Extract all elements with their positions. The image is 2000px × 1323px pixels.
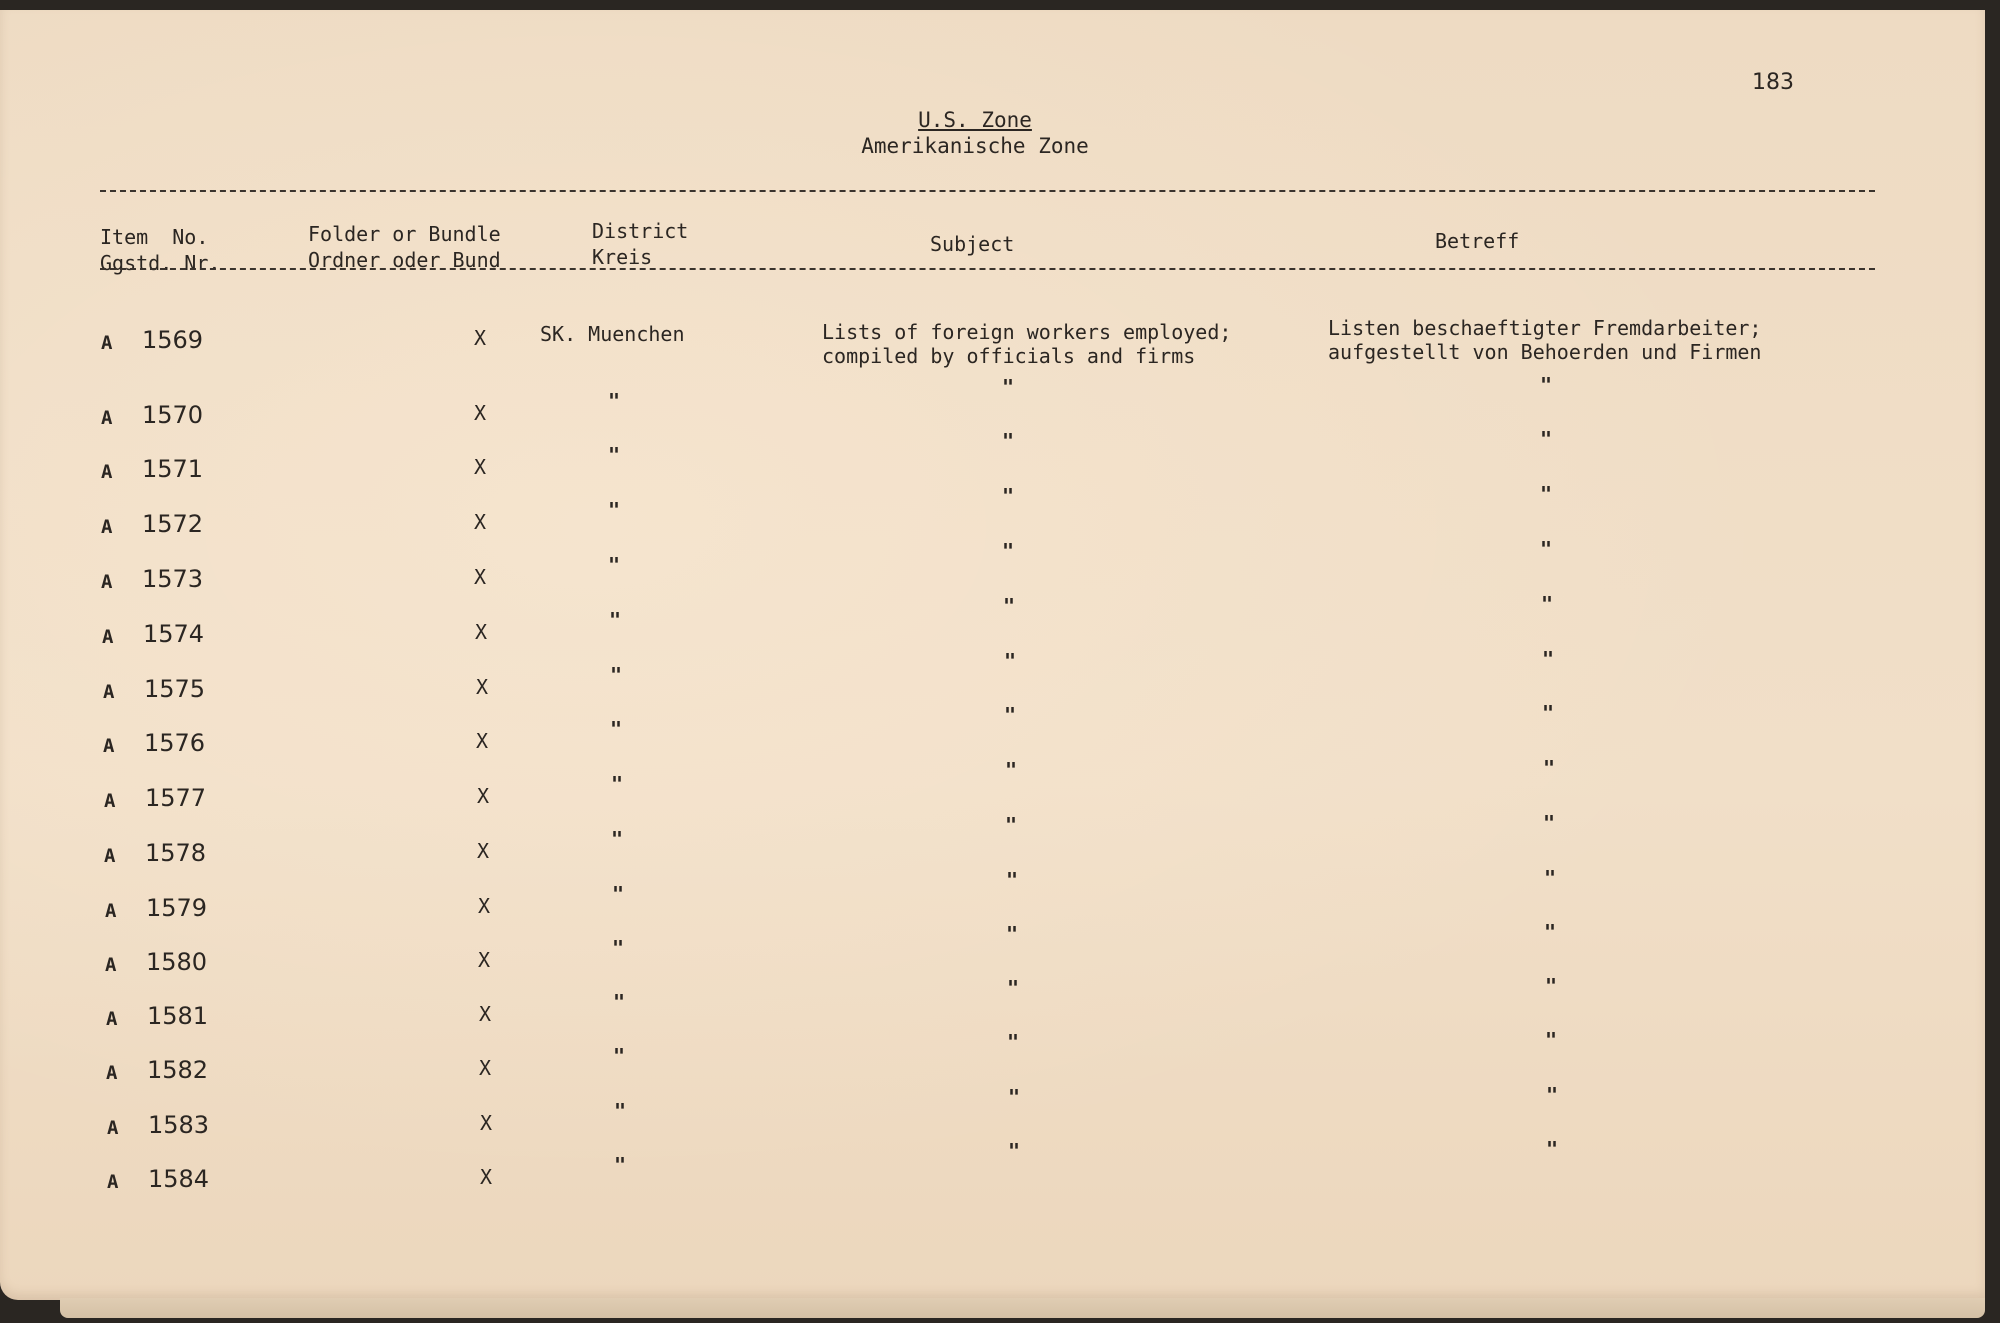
subject-ditto: " <box>1005 758 1018 782</box>
subject-ditto: " <box>1006 868 1019 892</box>
item-prefix: A <box>107 1171 119 1193</box>
item-number: 1572 <box>142 510 204 538</box>
item-number: 1583 <box>148 1111 210 1139</box>
item-number: 1573 <box>142 565 204 593</box>
item-number: 1574 <box>143 620 205 648</box>
betreff-text <box>1328 316 1761 364</box>
item-prefix: A <box>103 681 115 703</box>
header-betreff: Betreff <box>1435 229 1520 253</box>
district-ditto: " <box>610 717 623 741</box>
betreff-ditto: " <box>1544 866 1557 890</box>
betreff-ditto: " <box>1541 592 1554 616</box>
district-ditto: " <box>610 663 623 687</box>
item-prefix: A <box>101 571 113 593</box>
district-ditto: " <box>612 936 625 960</box>
folder-mark: X <box>475 620 488 644</box>
subject-ditto: " <box>1004 703 1017 727</box>
district-ditto: " <box>611 827 624 851</box>
table-row <box>0 316 1985 372</box>
folder-mark: X <box>476 729 489 753</box>
folder-mark: X <box>474 326 487 350</box>
betreff-ditto: " <box>1543 756 1556 780</box>
folder-mark: X <box>477 784 490 808</box>
district-ditto: " <box>613 1044 626 1068</box>
item-number: 1584 <box>148 1165 210 1193</box>
table-row <box>0 592 1985 666</box>
table-row <box>0 373 1985 447</box>
district-ditto: " <box>608 498 621 522</box>
subject-line: compiled by officials and firms <box>822 344 1196 368</box>
folder-mark: X <box>480 1165 493 1189</box>
item-prefix: A <box>101 332 113 354</box>
betreff-ditto: " <box>1540 482 1553 506</box>
page-number: 183 <box>1752 70 1794 95</box>
betreff-ditto: " <box>1540 427 1553 451</box>
page-edge <box>60 1298 1985 1318</box>
district-ditto: " <box>608 553 621 577</box>
table-row <box>0 1083 1985 1157</box>
folder-mark: X <box>476 675 489 699</box>
subject-ditto: " <box>1004 649 1017 673</box>
item-prefix: A <box>101 461 113 483</box>
district-ditto: " <box>608 389 621 413</box>
betreff-ditto: " <box>1540 537 1553 561</box>
table-row <box>0 537 1985 611</box>
header-subject: Subject <box>930 232 1015 256</box>
folder-mark: X <box>477 839 490 863</box>
betreff-ditto: " <box>1543 811 1556 835</box>
folder-mark: X <box>478 948 491 972</box>
item-number: 1581 <box>147 1002 209 1030</box>
subject-ditto: " <box>1008 1139 1021 1163</box>
subject-ditto: " <box>1007 976 1020 1000</box>
subject-line: Lists of foreign workers employed; <box>822 320 1232 344</box>
item-prefix: A <box>107 1117 119 1139</box>
folder-mark: X <box>474 455 487 479</box>
table-row <box>0 482 1985 556</box>
table-row <box>0 974 1985 1048</box>
item-number: 1569 <box>142 326 204 354</box>
betreff-ditto: " <box>1545 1028 1558 1052</box>
district-ditto: " <box>611 772 624 796</box>
header-folder-bundle: Folder or Bundle Ordner oder Bund <box>308 222 501 272</box>
betreff-ditto: " <box>1540 373 1553 397</box>
table-row <box>0 701 1985 775</box>
district-ditto: " <box>613 990 626 1014</box>
subject-ditto: " <box>1002 429 1015 453</box>
item-prefix: A <box>102 626 114 648</box>
table-row <box>0 427 1985 501</box>
betreff-ditto: " <box>1546 1083 1559 1107</box>
district-ditto: " <box>614 1099 627 1123</box>
item-number: 1575 <box>144 675 206 703</box>
item-number: 1571 <box>142 455 204 483</box>
table-row <box>0 1137 1985 1211</box>
folder-mark: X <box>478 894 491 918</box>
betreff-ditto: " <box>1546 1137 1559 1161</box>
subject-ditto: " <box>1002 539 1015 563</box>
item-number: 1576 <box>144 729 206 757</box>
item-number: 1570 <box>142 401 204 429</box>
item-number: 1578 <box>145 839 207 867</box>
header-district: District Kreis <box>592 219 689 269</box>
district-name: SK. Muenchen <box>540 322 685 346</box>
betreff-ditto: " <box>1544 920 1557 944</box>
betreff-line: aufgestellt von Behoerden und Firmen <box>1328 340 1762 364</box>
betreff-ditto: " <box>1545 974 1558 998</box>
subject-ditto: " <box>1005 813 1018 837</box>
table-row <box>0 1028 1985 1102</box>
district-ditto: " <box>608 443 621 467</box>
folder-mark: X <box>474 401 487 425</box>
item-number: 1579 <box>146 894 208 922</box>
district-ditto: " <box>612 882 625 906</box>
district-ditto: " <box>614 1153 627 1177</box>
item-prefix: A <box>104 845 116 867</box>
folder-mark: X <box>474 565 487 589</box>
subject-text <box>822 320 1231 368</box>
subject-ditto: " <box>1002 375 1015 399</box>
betreff-ditto: " <box>1542 701 1555 725</box>
item-prefix: A <box>106 1062 118 1084</box>
document-page: 183 U.S. Zone Amerikanische Zone Item No. Ggstd. Nr. Folder or Bundle Ordner oder Bund District Kreis Subject Betreff A 1569 X SK. Muenchen Lists of foreign workers employed; compiled by officials and firms Listen beschaeftigter Fremdarbeiter; aufgestellt von Behoerden und Firmen A 1570 X " " " A 1571 X " " " A 1572 X " " " A 1573 X " " " A 1574 X " " " A 1575 X " " " A 1576 X " " " A 1577 X " " " A 1578 X " " " A 1579 X " " " A 1580 X " " " A 1581 X " " " A 1582 X " " " A 1583 X " " " A 1584 X " " " <box>0 10 1985 1300</box>
item-prefix: A <box>105 954 117 976</box>
subject-ditto: " <box>1006 922 1019 946</box>
folder-mark: X <box>479 1056 492 1080</box>
table-row <box>0 920 1985 994</box>
subject-ditto: " <box>1002 484 1015 508</box>
header-item-no: Item No. Ggstd. Nr. <box>100 225 221 275</box>
subject-ditto: " <box>1007 1030 1020 1054</box>
table-row <box>0 811 1985 885</box>
header-bottom-rule <box>100 268 1875 270</box>
item-number: 1582 <box>147 1056 209 1084</box>
folder-mark: X <box>474 510 487 534</box>
subject-ditto: " <box>1008 1085 1021 1109</box>
header-top-rule <box>100 190 1875 192</box>
item-prefix: A <box>104 790 116 812</box>
item-prefix: A <box>103 735 115 757</box>
table-row <box>0 647 1985 721</box>
betreff-ditto: " <box>1542 647 1555 671</box>
district-ditto: " <box>609 608 622 632</box>
betreff-line: Listen beschaeftigter Fremdarbeiter; <box>1328 316 1762 340</box>
folder-mark: X <box>480 1111 493 1135</box>
item-number: 1577 <box>145 784 207 812</box>
table-row <box>0 756 1985 830</box>
item-prefix: A <box>106 1008 118 1030</box>
item-number: 1580 <box>146 948 208 976</box>
item-prefix: A <box>105 900 117 922</box>
subject-ditto: " <box>1003 594 1016 618</box>
item-prefix: A <box>101 516 113 538</box>
folder-mark: X <box>479 1002 492 1026</box>
item-prefix: A <box>101 407 113 429</box>
table-row <box>0 866 1985 940</box>
